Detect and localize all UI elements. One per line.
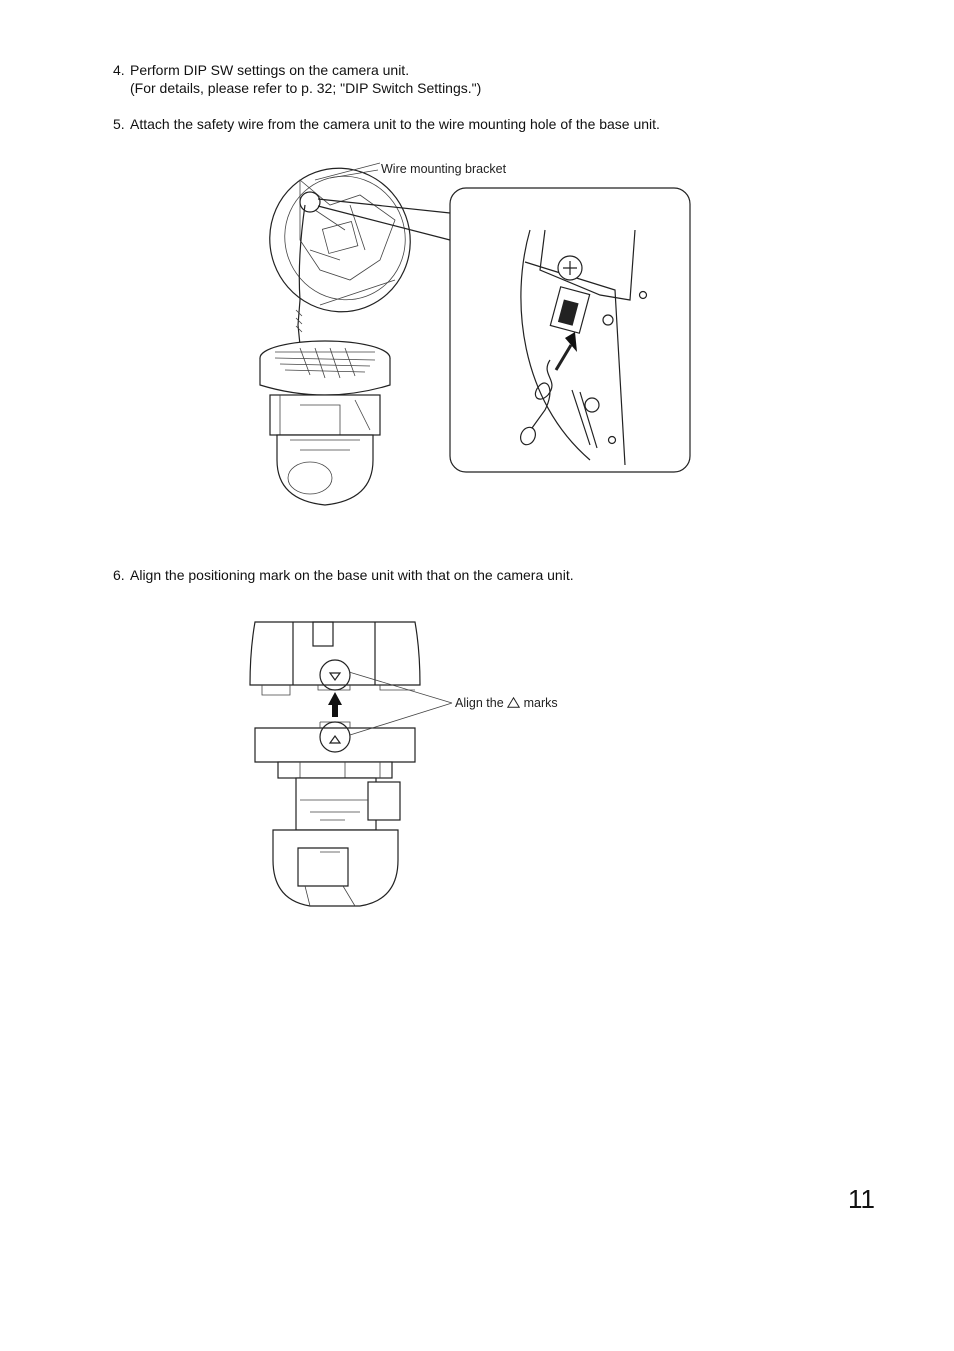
base-unit-side-drawing <box>250 622 420 695</box>
wire-mounting-bracket-label: Wire mounting bracket <box>381 162 507 176</box>
align-label-suffix: marks <box>523 696 558 710</box>
page-number: 11 <box>848 1184 875 1214</box>
align-label-prefix: Align the <box>455 696 504 710</box>
step-4-number: 4. <box>113 62 125 78</box>
step-6-text: Align the positioning mark on the base unit with that on the camera unit. <box>130 567 574 583</box>
camera-unit-side-drawing <box>255 722 415 906</box>
step-5-number: 5. <box>113 116 125 132</box>
align-marks-label <box>455 696 558 710</box>
step-5-text: Attach the safety wire from the camera unit to the wire mounting hole of the base unit. <box>130 116 660 132</box>
step-4-text: Perform DIP SW settings on the camera unit. <box>130 62 410 78</box>
step-4-subtext: (For details, please refer to p. 32; "DIP Switch Settings.") <box>130 80 482 96</box>
arrow-up-icon-2 <box>328 692 342 717</box>
step-6-number: 6. <box>113 567 125 583</box>
triangle-mark-icon <box>507 697 520 708</box>
